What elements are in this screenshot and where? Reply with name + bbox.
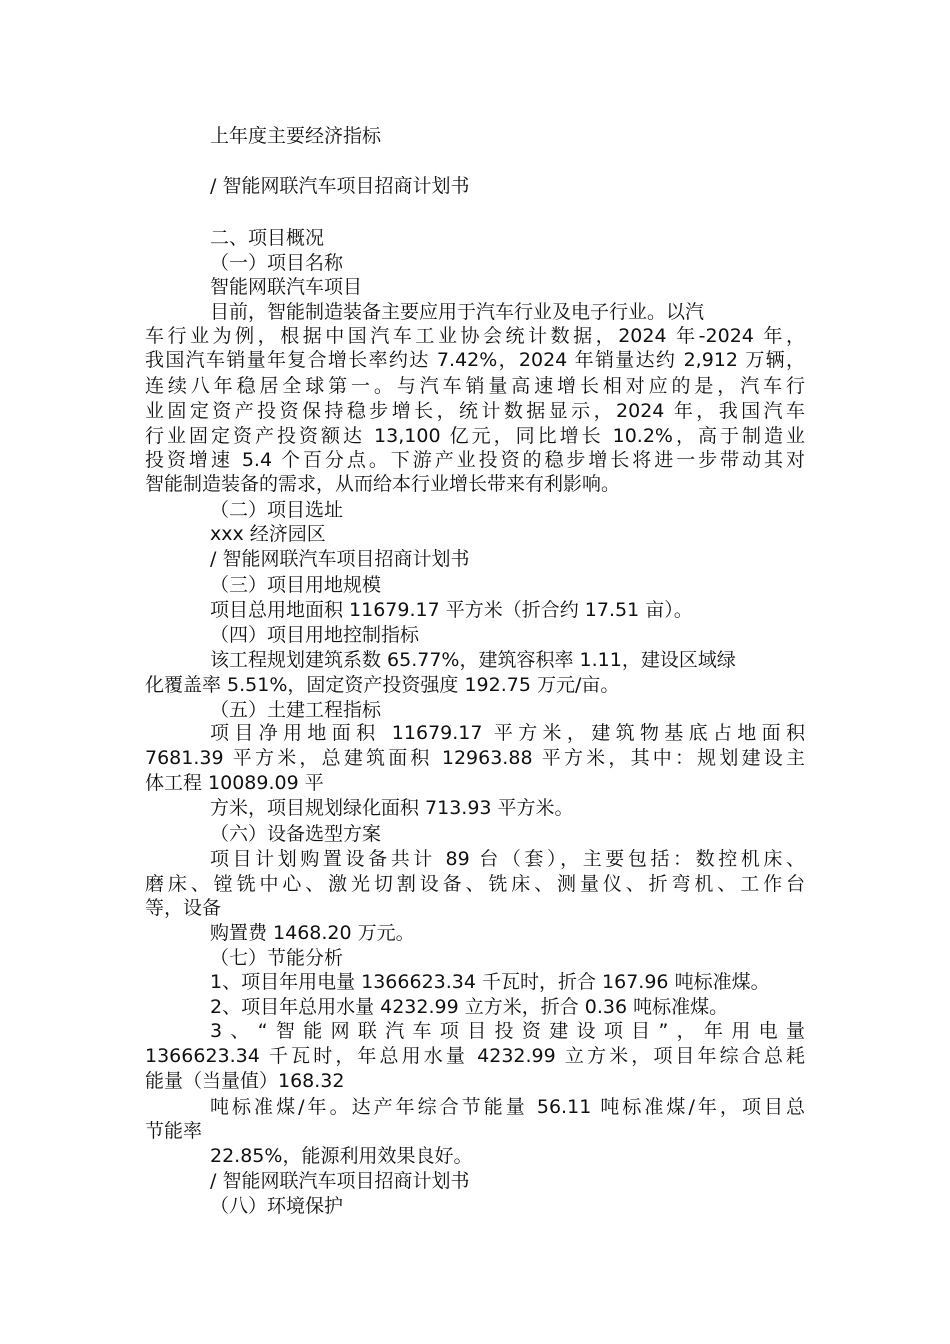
paragraph-line: 投资增速 5.4 个百分点。下游产业投资的稳步增长将进一步带动其对 [145, 449, 805, 471]
paragraph-line: 节能率 [145, 1120, 203, 1142]
paragraph-line: 项目净用地面积 11679.17 平方米，建筑物基底占地面积 [210, 722, 805, 744]
paragraph-line: 化覆盖率 5.51%，固定资产投资强度 192.75 万元/亩。 [145, 674, 620, 696]
paragraph-line: 车行业为例，根据中国汽车工业协会统计数据，2024 年-2024 年， [145, 325, 805, 347]
paragraph-line: 方米，项目规划绿化面积 713.93 平方米。 [210, 797, 574, 819]
subsection-title-control: （四）项目用地控制指标 [210, 624, 420, 646]
running-header: / 智能网联汽车项目招商计划书 [210, 1170, 470, 1192]
paragraph-line: 业固定资产投资保持稳步增长，统计数据显示，2024 年，我国汽车 [145, 400, 805, 422]
subsection-title-equipment: （六）设备选型方案 [210, 823, 382, 845]
land-area: 项目总用地面积 11679.17 平方米（折合约 17.51 亩）。 [210, 599, 693, 621]
project-name: 智能网联汽车项目 [210, 276, 363, 298]
paragraph-line: 1366623.34 千瓦时，年总用水量 4232.99 立方米，项目年综合总耗 [145, 1045, 805, 1067]
subsection-title-name: （一）项目名称 [210, 252, 344, 274]
paragraph-line: 1、项目年用电量 1366623.34 千瓦时，折合 167.96 吨标准煤。 [210, 971, 770, 993]
paragraph-line: 我国汽车销量年复合增长率约达 7.42%，2024 年销量达约 2,912 万辆， [145, 349, 805, 371]
paragraph-line: 行业固定资产投资额达 13,100 亿元，同比增长 10.2%，高于制造业 [145, 425, 805, 447]
subsection-title-land: （三）项目用地规模 [210, 574, 382, 596]
paragraph-line: 购置费 1468.20 万元。 [210, 922, 415, 944]
paragraph-line: 3、“智能网联汽车项目投资建设项目”，年用电量 [210, 1020, 805, 1042]
section-title: 二、项目概况 [210, 227, 325, 249]
running-header: / 智能网联汽车项目招商计划书 [210, 548, 470, 570]
site-name: xxx 经济园区 [210, 523, 326, 545]
paragraph-line: 22.85%，能源利用效果良好。 [210, 1145, 473, 1167]
subsection-title-energy: （七）节能分析 [210, 947, 344, 969]
subsection-title-civil: （五）土建工程指标 [210, 699, 382, 721]
paragraph-line: 目前，智能制造装备主要应用于汽车行业及电子行业。以汽 [210, 301, 705, 323]
subsection-title-site: （二）项目选址 [210, 499, 344, 521]
heading-economic-indicators: 上年度主要经济指标 [210, 125, 382, 147]
paragraph-line: 磨床、镗铣中心、激光切割设备、铣床、测量仪、折弯机、工作台 [145, 873, 805, 895]
paragraph-line: 智能制造装备的需求，从而给本行业增长带来有利影响。 [145, 473, 621, 495]
paragraph-line: 体工程 10089.09 平 [145, 772, 324, 794]
paragraph-line: 2、项目年总用水量 4232.99 立方米，折合 0.36 吨标准煤。 [210, 996, 729, 1018]
subsection-title-environment: （八）环境保护 [210, 1195, 344, 1217]
paragraph-line: 连续八年稳居全球第一。与汽车销量高速增长相对应的是，汽车行 [145, 375, 805, 397]
running-header: / 智能网联汽车项目招商计划书 [210, 175, 470, 197]
paragraph-line: 等，设备 [145, 897, 222, 919]
paragraph-line: 该工程规划建筑系数 65.77%，建筑容积率 1.11，建设区域绿 [210, 649, 736, 671]
paragraph-line: 吨标准煤/年。达产年综合节能量 56.11 吨标准煤/年，项目总 [210, 1096, 805, 1118]
paragraph-line: 能量（当量值）168.32 [145, 1070, 345, 1092]
paragraph-line: 项目计划购置设备共计 89 台（套），主要包括：数控机床、 [210, 848, 805, 870]
paragraph-line: 7681.39 平方米，总建筑面积 12963.88 平方米，其中：规划建设主 [145, 747, 805, 769]
